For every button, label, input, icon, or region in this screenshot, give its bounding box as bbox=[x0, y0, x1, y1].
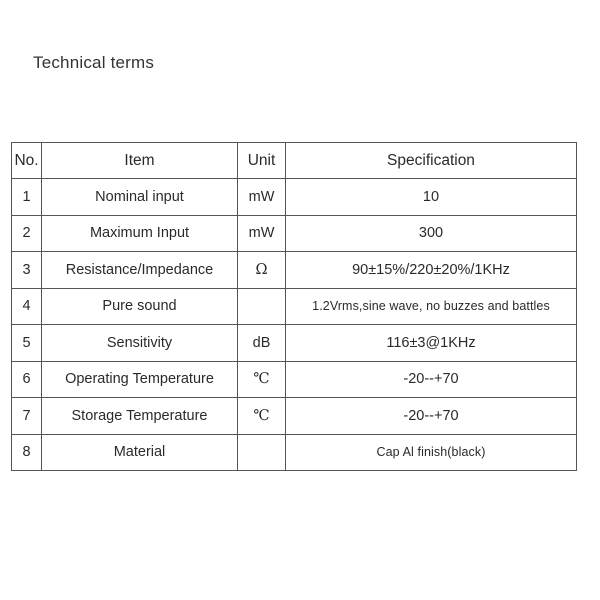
cell-item: Operating Temperature bbox=[42, 361, 238, 398]
cell-item: Maximum Input bbox=[42, 215, 238, 252]
header-unit: Unit bbox=[238, 143, 286, 179]
table-row bbox=[12, 252, 577, 289]
cell-item: Pure sound bbox=[42, 288, 238, 325]
cell-spec: 90±15%/220±20%/1KHz bbox=[286, 252, 577, 289]
header-specification: Specification bbox=[286, 143, 577, 179]
cell-item: Resistance/Impedance bbox=[42, 252, 238, 289]
cell-item: Sensitivity bbox=[42, 325, 238, 362]
cell-no: 5 bbox=[12, 325, 42, 362]
cell-no: 6 bbox=[12, 361, 42, 398]
cell-no: 2 bbox=[12, 215, 42, 252]
cell-item: Nominal input bbox=[42, 179, 238, 216]
page-title: Technical terms bbox=[33, 53, 155, 72]
cell-spec: 1.2Vrms,sine wave, no buzzes and battles bbox=[286, 288, 577, 325]
table-row bbox=[12, 361, 577, 398]
technical-spec-table bbox=[11, 142, 577, 471]
cell-unit: ℃ bbox=[238, 398, 286, 435]
cell-spec: 116±3@1KHz bbox=[286, 325, 577, 362]
cell-unit: ℃ bbox=[238, 361, 286, 398]
cell-item: Material bbox=[42, 434, 238, 471]
table-row bbox=[12, 325, 577, 362]
cell-spec: -20--+70 bbox=[286, 361, 577, 398]
header-item: Item bbox=[42, 143, 238, 179]
cell-item: Storage Temperature bbox=[42, 398, 238, 435]
cell-no: 4 bbox=[12, 288, 42, 325]
table-row bbox=[12, 179, 577, 216]
cell-spec: 10 bbox=[286, 179, 577, 216]
cell-spec: Cap Al finish(black) bbox=[286, 434, 577, 471]
cell-unit: mW bbox=[238, 179, 286, 216]
cell-spec: 300 bbox=[286, 215, 577, 252]
table-row bbox=[12, 288, 577, 325]
cell-unit: Ω bbox=[238, 252, 286, 289]
cell-spec: -20--+70 bbox=[286, 398, 577, 435]
cell-unit: dB bbox=[238, 325, 286, 362]
cell-no: 7 bbox=[12, 398, 42, 435]
cell-unit bbox=[238, 434, 286, 471]
header-no: No. bbox=[12, 143, 42, 179]
table-row bbox=[12, 434, 577, 471]
table-row bbox=[12, 398, 577, 435]
cell-no: 3 bbox=[12, 252, 42, 289]
table-header-row bbox=[12, 143, 577, 179]
cell-unit: mW bbox=[238, 215, 286, 252]
cell-unit bbox=[238, 288, 286, 325]
table-row bbox=[12, 215, 577, 252]
cell-no: 1 bbox=[12, 179, 42, 216]
cell-no: 8 bbox=[12, 434, 42, 471]
